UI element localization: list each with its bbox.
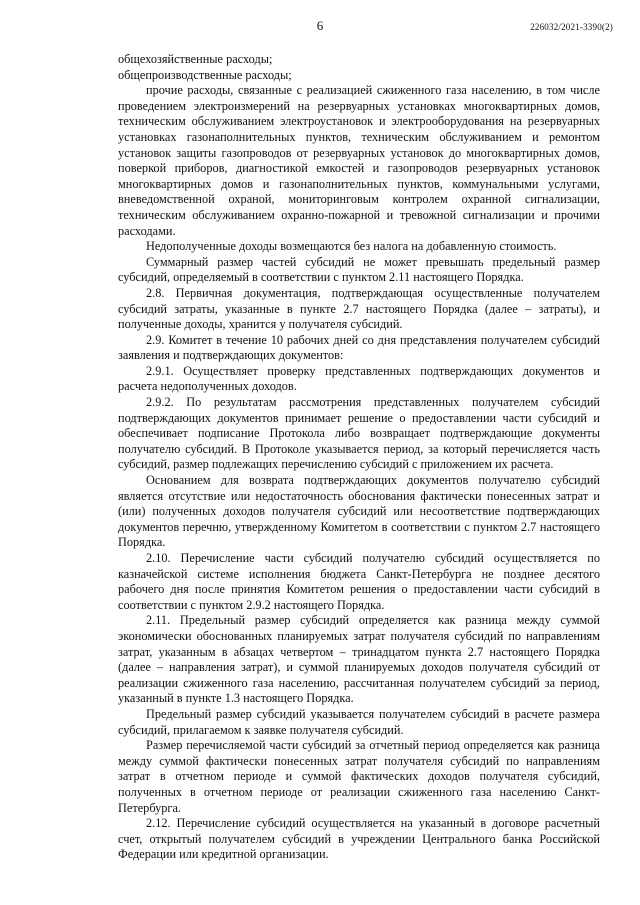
paragraph-transfer-size: Размер перечисляемой части субсидий за отчетный период определяется как разница между суммой фактически понесенных затрат получателя субсидий по направлениям затрат в отчетном периоде и суммой фактических доходов получателя субсидий, полученных в отчетном периоде от реализации сжиженного газа населению Санкт-Петербурга. [118,738,600,815]
paragraph-total-limit: Суммарный размер частей субсидий не может превышать предельный размер субсидий, определяемый в соответствии с пунктом 2.11 настоящего Порядка. [118,254,600,285]
paragraph-vat: Недополученные доходы возмещаются без налога на добавленную стоимость. [146,239,557,254]
paragraph-production-overhead: общепроизводственные расходы; [118,67,292,82]
paragraph-limit-indication: Предельный размер субсидий указывается получателем субсидий в расчете размера субсидий, прилагаемом к заявке получателя субсидий. [118,706,600,737]
paragraph-2-10: 2.10. Перечисление части субсидий получателю субсидий осуществляется по казначейской системе исполнения бюджета Санкт-Петербурга не позднее десятого рабочего дня после принятия Комитетом решения о предоставлении части субсидий в соответствии с пунктом 2.9.2 настоящего Порядка. [118,551,600,612]
document-body [118,52,600,863]
paragraph-return-grounds: Основанием для возврата подтверждающих документов получателю субсидий является отсутствие или недостаточность обоснования фактически понесенных затрат и (или) полученных доходов получателя субсидий или несоответствие подтверждающих документов перечню, утвержденному Комитетом в соответствии с пунктом 2.7 настоящего Порядка. [118,473,600,550]
paragraph-2-12: 2.12. Перечисление субсидий осуществляется на указанный в договоре расчетный счет, открытый получателем субсидий в учреждении Центрального банка Российской Федерации или кредитной организации. [118,816,600,862]
paragraph-2-9-2: 2.9.2. По результатам рассмотрения представленных получателем субсидий подтверждающих документов принимает решение о предоставлении части субсидий и обеспечивает подписание Протокола либо возвращает подтверждающие документы получателю субсидий. В Протоколе указывается период, за который перечисляется часть субсидий, размер подлежащих перечислению субсидий с приложением их расчета. [118,395,600,472]
paragraph-overhead: общехозяйственные расходы; [118,52,273,66]
page-number: 6 [316,18,324,33]
paragraph-2-9-1: 2.9.1. Осуществляет проверку представленных подтверждающих документов и расчета недополученных доходов. [118,363,600,394]
document-reference: 226032/2021-3390(2) [530,22,613,32]
paragraph-2-9: 2.9. Комитет в течение 10 рабочих дней со дня представления получателем субсидий заявления и подтверждающих документов: [118,332,600,363]
paragraph-2-11: 2.11. Предельный размер субсидий определяется как разница между суммой экономически обоснованных планируемых затрат получателя субсидий по направлениям затрат, указанным в абзацах четвертом – тринадцатом пункта 2.7 настоящего Порядка (далее – направления затрат), и суммой планируемых доходов получателя субсидий от реализации сжиженного газа населению, рассчитанная получателем субсидий за период, указанный в пункте 1.3 настоящего Порядка. [118,613,600,706]
paragraph-other-expenses: прочие расходы, связанные с реализацией сжиженного газа населению, в том числе проведением электроизмерений на резервуарных установках многоквартирных домов, техническим обслуживанием электроустановок и электрооборудования на резервуарных установках газонаполнительных пунктов, техническим обслуживанием и ремонтом установок защиты газопроводов от резервуарных установок до многоквартирных домов, поверкой приборов, диагностикой емкостей и газопроводов резервуарных установок многоквартирных домов и газонаполнительных пунктов, коммунальными услугами, вневедомственной охраной, мониторинговым контролем охранной сигнализации, техническим обслуживанием охранно-пожарной и тревожной сигнализации и прочими расходами. [118,83,600,238]
paragraph-2-8: 2.8. Первичная документация, подтверждающая осуществленные получателем субсидий затраты, указанные в пункте 2.7 настоящего Порядка (далее – затраты), и полученные доходы, хранится у получателя субсидий. [118,285,600,332]
